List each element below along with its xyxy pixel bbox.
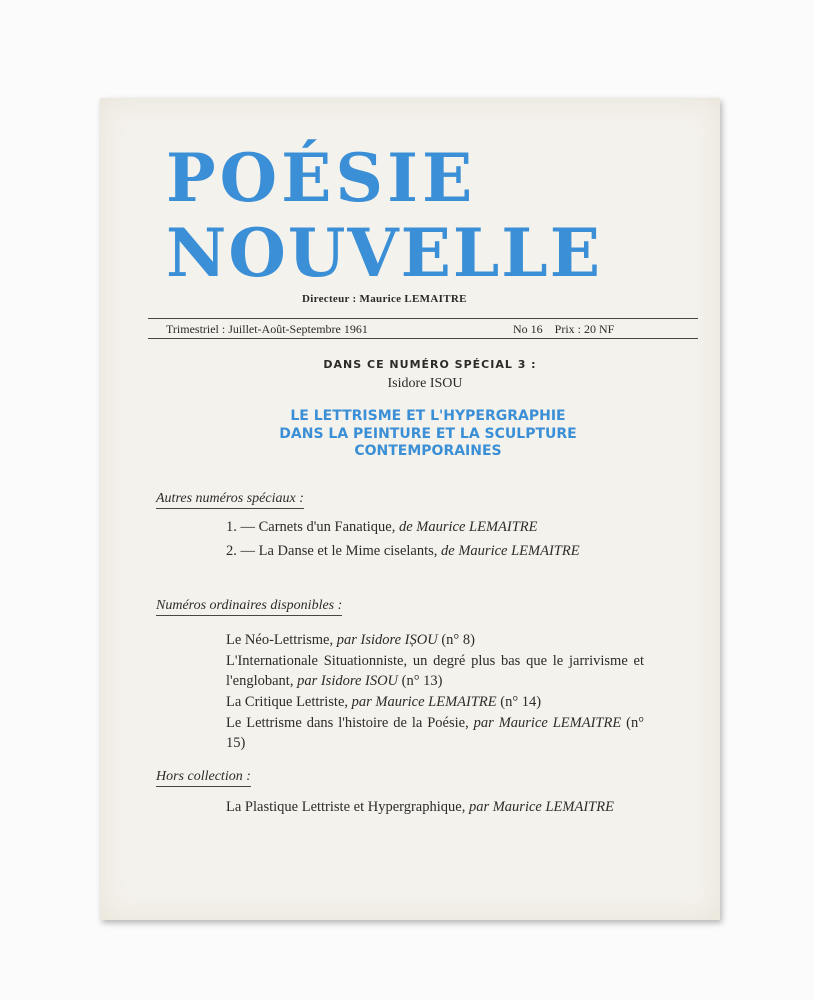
item-title: 1. — Carnets d'un Fanatique,	[226, 519, 396, 535]
item-title: La Plastique Lettriste et Hypergraphique,	[226, 799, 466, 815]
feature-title-line: CONTEMPORAINES	[354, 443, 502, 459]
item-byline: de Maurice LEMAITRE	[398, 519, 538, 535]
title-line-2: NOUVELLE	[166, 214, 603, 292]
list-item	[226, 652, 644, 691]
item-title: 2. — La Danse et le Mime ciselants,	[226, 543, 438, 559]
feature-title-line: LE LETTRISME ET L'HYPERGRAPHIE	[290, 408, 566, 424]
item-issue: (n° 8)	[441, 632, 475, 648]
item-issue: (n° 13)	[401, 672, 443, 689]
issue-price: Prix : 20 NF	[554, 322, 615, 336]
list-item	[226, 714, 644, 753]
title-line-1: POÉSIE	[166, 139, 477, 217]
special-issue-author: Isidore ISOU	[387, 376, 463, 391]
item-byline: par Isidore ISOU	[297, 672, 399, 689]
list-item	[226, 693, 644, 713]
hors-collection-heading: Hors collection :	[156, 769, 251, 787]
list-item	[226, 542, 644, 562]
issue-number-price	[513, 322, 614, 337]
item-title: La Critique Lettriste,	[226, 694, 349, 710]
special-issue-heading: DANS CE NUMÉRO SPÉCIAL 3 :	[323, 358, 537, 371]
item-byline: de Maurice LEMAITRE	[441, 543, 580, 559]
item-byline: par Maurice LEMAITRE	[473, 715, 622, 731]
item-title: L'Internationale Situationniste, un degré plus bas que le jarrivisme et l'englobant,	[226, 653, 644, 689]
item-issue: (n° 14)	[500, 694, 542, 710]
item-byline: par Maurice LEMAITRE	[468, 799, 614, 815]
item-byline: par Isidore IȘOU	[336, 632, 438, 648]
list-item	[226, 518, 644, 538]
list-item	[226, 631, 644, 651]
feature-title	[100, 408, 720, 461]
item-title: Le Néo-Lettrisme,	[226, 632, 334, 648]
feature-title-line: DANS LA PEINTURE ET LA SCULPTURE	[279, 425, 577, 442]
other-specials-heading: Autres numéros spéciaux :	[156, 491, 304, 509]
director-line: Directeur : Maurice LEMAITRE	[302, 293, 467, 305]
issue-number: No 16	[513, 322, 543, 336]
item-title: Le Lettrisme dans l'histoire de la Poésie,	[226, 715, 469, 731]
issue-frequency: Trimestriel : Juillet-Août-Septembre 1961	[166, 322, 368, 336]
bottom-rule	[148, 338, 698, 339]
list-item	[226, 798, 644, 818]
item-byline: par Maurice LEMAITRE	[351, 694, 497, 710]
ordinary-issues-heading: Numéros ordinaires disponibles :	[156, 598, 342, 616]
item-issue: (n° 15)	[226, 715, 645, 751]
magazine-cover	[100, 98, 720, 920]
top-rule	[148, 318, 698, 319]
